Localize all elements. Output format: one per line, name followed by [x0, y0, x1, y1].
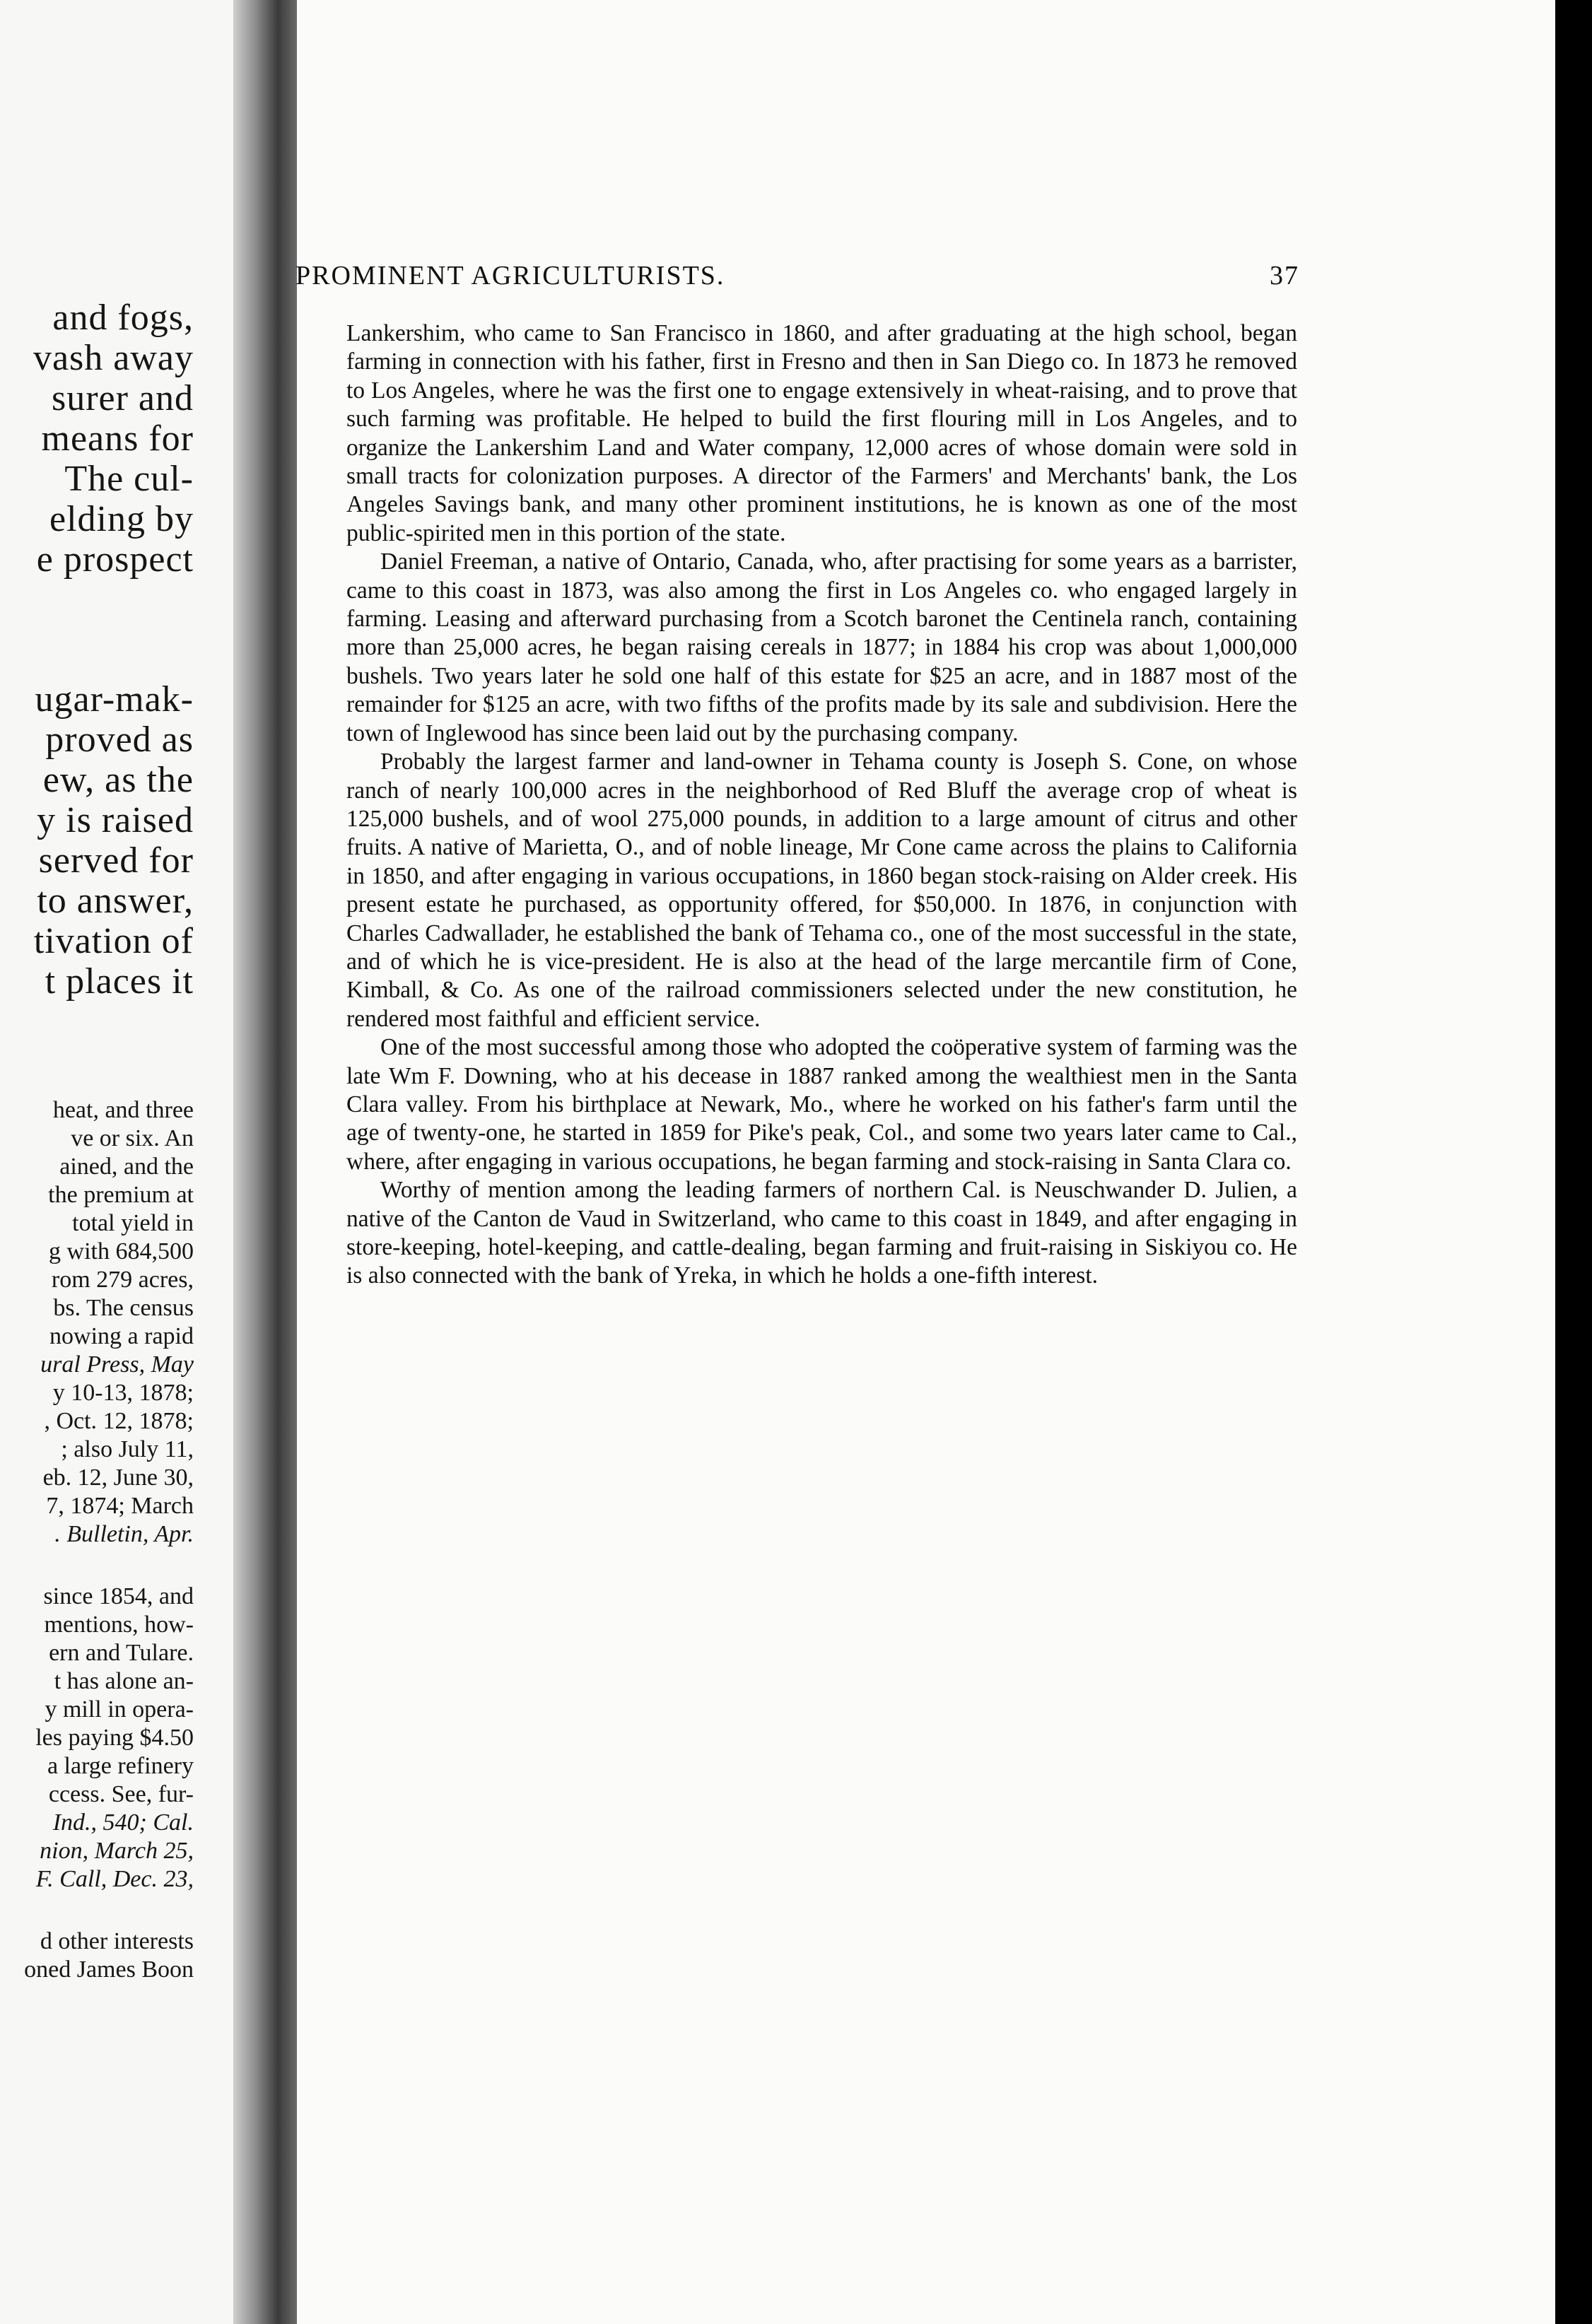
left-page-line: ; also July 11,	[61, 1436, 194, 1462]
paragraph: Worthy of mention among the leading farmers of northern Cal. is Neuschwander D. Julien, a native of the Canton de Vaud in Switzerland, who came to this coast in 1849, and after engaging in store-keeping, hotel-keeping, and cattle-dealing, began farming and fruit-raising in Siskiyou co. He is also connected with the bank of Yreka, in which he holds a one-fifth interest.	[346, 1177, 1297, 1289]
left-page-line: mentions, how-	[44, 1612, 194, 1638]
left-page-line: The cul-	[64, 459, 194, 499]
left-page-line: heat, and three	[52, 1097, 194, 1123]
left-page-line: the premium at	[48, 1182, 194, 1208]
paragraph: One of the most successful among those who adopted the coöperative system of farming was the late Wm F. Downing, who at his decease in 1887 ranked among the wealthiest men in the Santa Clara valley. From his birthplace at Newark, Mo., where he worked on his father's farm until the age of twenty-one, he started in 1859 for Pike's peak, Col., and some two years later came to Cal., where, after engaging in various occupations, he began farming and stock-raising in Santa Clara co.	[346, 1034, 1297, 1175]
page-number: 37	[1270, 261, 1299, 290]
left-page-line: vash away	[33, 338, 194, 378]
left-page-line: , Oct. 12, 1878;	[44, 1408, 194, 1434]
left-page-line: y is raised	[37, 800, 194, 840]
left-page-line: F. Call, Dec. 23,	[35, 1866, 194, 1892]
left-page-line: e prospect	[36, 539, 194, 580]
left-page-line: ccess. See, fur-	[48, 1781, 194, 1807]
left-page-line: nowing a rapid	[49, 1323, 194, 1349]
left-page-line: Ind., 540; Cal.	[52, 1809, 194, 1836]
left-page-line: rom 279 acres,	[51, 1267, 194, 1293]
left-page-line: ve or six. An	[71, 1125, 194, 1151]
left-page-line: ural Press, May	[40, 1351, 194, 1378]
left-page-line: proved as	[45, 720, 194, 760]
left-page-line: surer and	[51, 378, 194, 418]
scan-border	[1555, 0, 1592, 2324]
left-page-line: t has alone an-	[54, 1668, 194, 1694]
left-page-line: 7, 1874; March	[46, 1493, 194, 1519]
left-page-line: nion, March 25,	[40, 1838, 194, 1864]
left-page-line: served for	[38, 840, 194, 881]
paragraph: Daniel Freeman, a native of Ontario, Canada, who, after practising for some years as a barrister, came to this coast in 1873, was also among the first in Los Angeles co. who engaged largely in farming. Leasing and afterward purchasing from a Scotch baronet the Centinela ranch, containing more than 25,000 acres, he began raising cereals in 1877; in 1884 his crop was about 1,000,000 bushels. Two years later he sold one half of this estate for $25 an acre, and in 1887 most of the remainder for $125 an acre, with two fifths of the profits made by its sale and subdivision. Here the town of Inglewood has since been laid out by the purchasing company.	[346, 548, 1297, 746]
left-page-line: to answer,	[37, 881, 194, 921]
left-page-line: tivation of	[33, 921, 194, 961]
left-page-line: y mill in opera-	[45, 1696, 194, 1723]
left-page-line: elding by	[49, 499, 194, 539]
left-page-line: ew, as the	[42, 760, 194, 800]
left-page-line: g with 684,500	[49, 1238, 194, 1264]
left-page-line: oned James Boon	[24, 1956, 194, 1983]
left-page-line: eb. 12, June 30,	[42, 1465, 194, 1491]
left-page-line: a large refinery	[47, 1753, 194, 1779]
left-facing-page	[0, 0, 233, 2324]
left-page-line: bs. The census	[53, 1295, 194, 1321]
left-page-line: total yield in	[72, 1210, 194, 1236]
left-page-line: ugar-mak-	[35, 679, 194, 720]
left-page-line: . Bulletin, Apr.	[54, 1521, 194, 1547]
left-page-line: les paying $4.50	[35, 1725, 194, 1751]
page-title: PROMINENT AGRICULTURISTS.	[295, 261, 725, 290]
book-gutter	[233, 0, 297, 2324]
left-page-line: means for	[41, 418, 194, 459]
left-page-line: ained, and the	[59, 1154, 194, 1180]
left-page-line: d other interests	[40, 1928, 194, 1954]
left-page-line: ern and Tulare.	[49, 1640, 194, 1666]
left-page-line: since 1854, and	[43, 1583, 194, 1609]
body-text	[346, 319, 1297, 1291]
paragraph: Lankershim, who came to San Francisco in 1860, and after graduating at the high school, began farming in connection with his father, first in Fresno and then in San Diego co. In 1873 he removed to Los Angeles, where he was the first one to engage extensively in wheat-raising, and to prove that such farming was profitable. He helped to build the first flouring mill in Los Angeles, and to organize the Lankershim Land and Water company, 12,000 acres of whose domain were sold in small tracts for colonization purposes. A director of the Farmers' and Merchants' bank, the Los Angeles Savings bank, and many other prominent institutions, he is known as one of the most public-spirited men in this portion of the state.	[346, 320, 1297, 546]
left-page-line: y 10-13, 1878;	[52, 1380, 194, 1406]
paragraph: Probably the largest farmer and land-owner in Tehama county is Joseph S. Cone, on whose ranch of nearly 100,000 acres in the neighborhood of Red Bluff the average crop of wheat is 125,000 bushels, and of wool 275,000 pounds, in addition to a large amount of citrus and other fruits. A native of Marietta, O., and of noble lineage, Mr Cone came across the plains to California in 1850, and after engaging in various occupations, in 1860 began stock-raising on Alder creek. His present estate he purchased, as opportunity offered, for $50,000. In 1876, in conjunction with Charles Cadwallader, he established the bank of Tehama co., one of the most successful in the state, and of which he is vice-president. He is also at the head of the large mercantile firm of Cone, Kimball, & Co. As one of the railroad commissioners selected under the new constitution, he rendered most faithful and efficient service.	[346, 749, 1297, 1032]
left-page-line: t places it	[45, 961, 194, 1002]
left-page-line: and fogs,	[52, 298, 194, 338]
